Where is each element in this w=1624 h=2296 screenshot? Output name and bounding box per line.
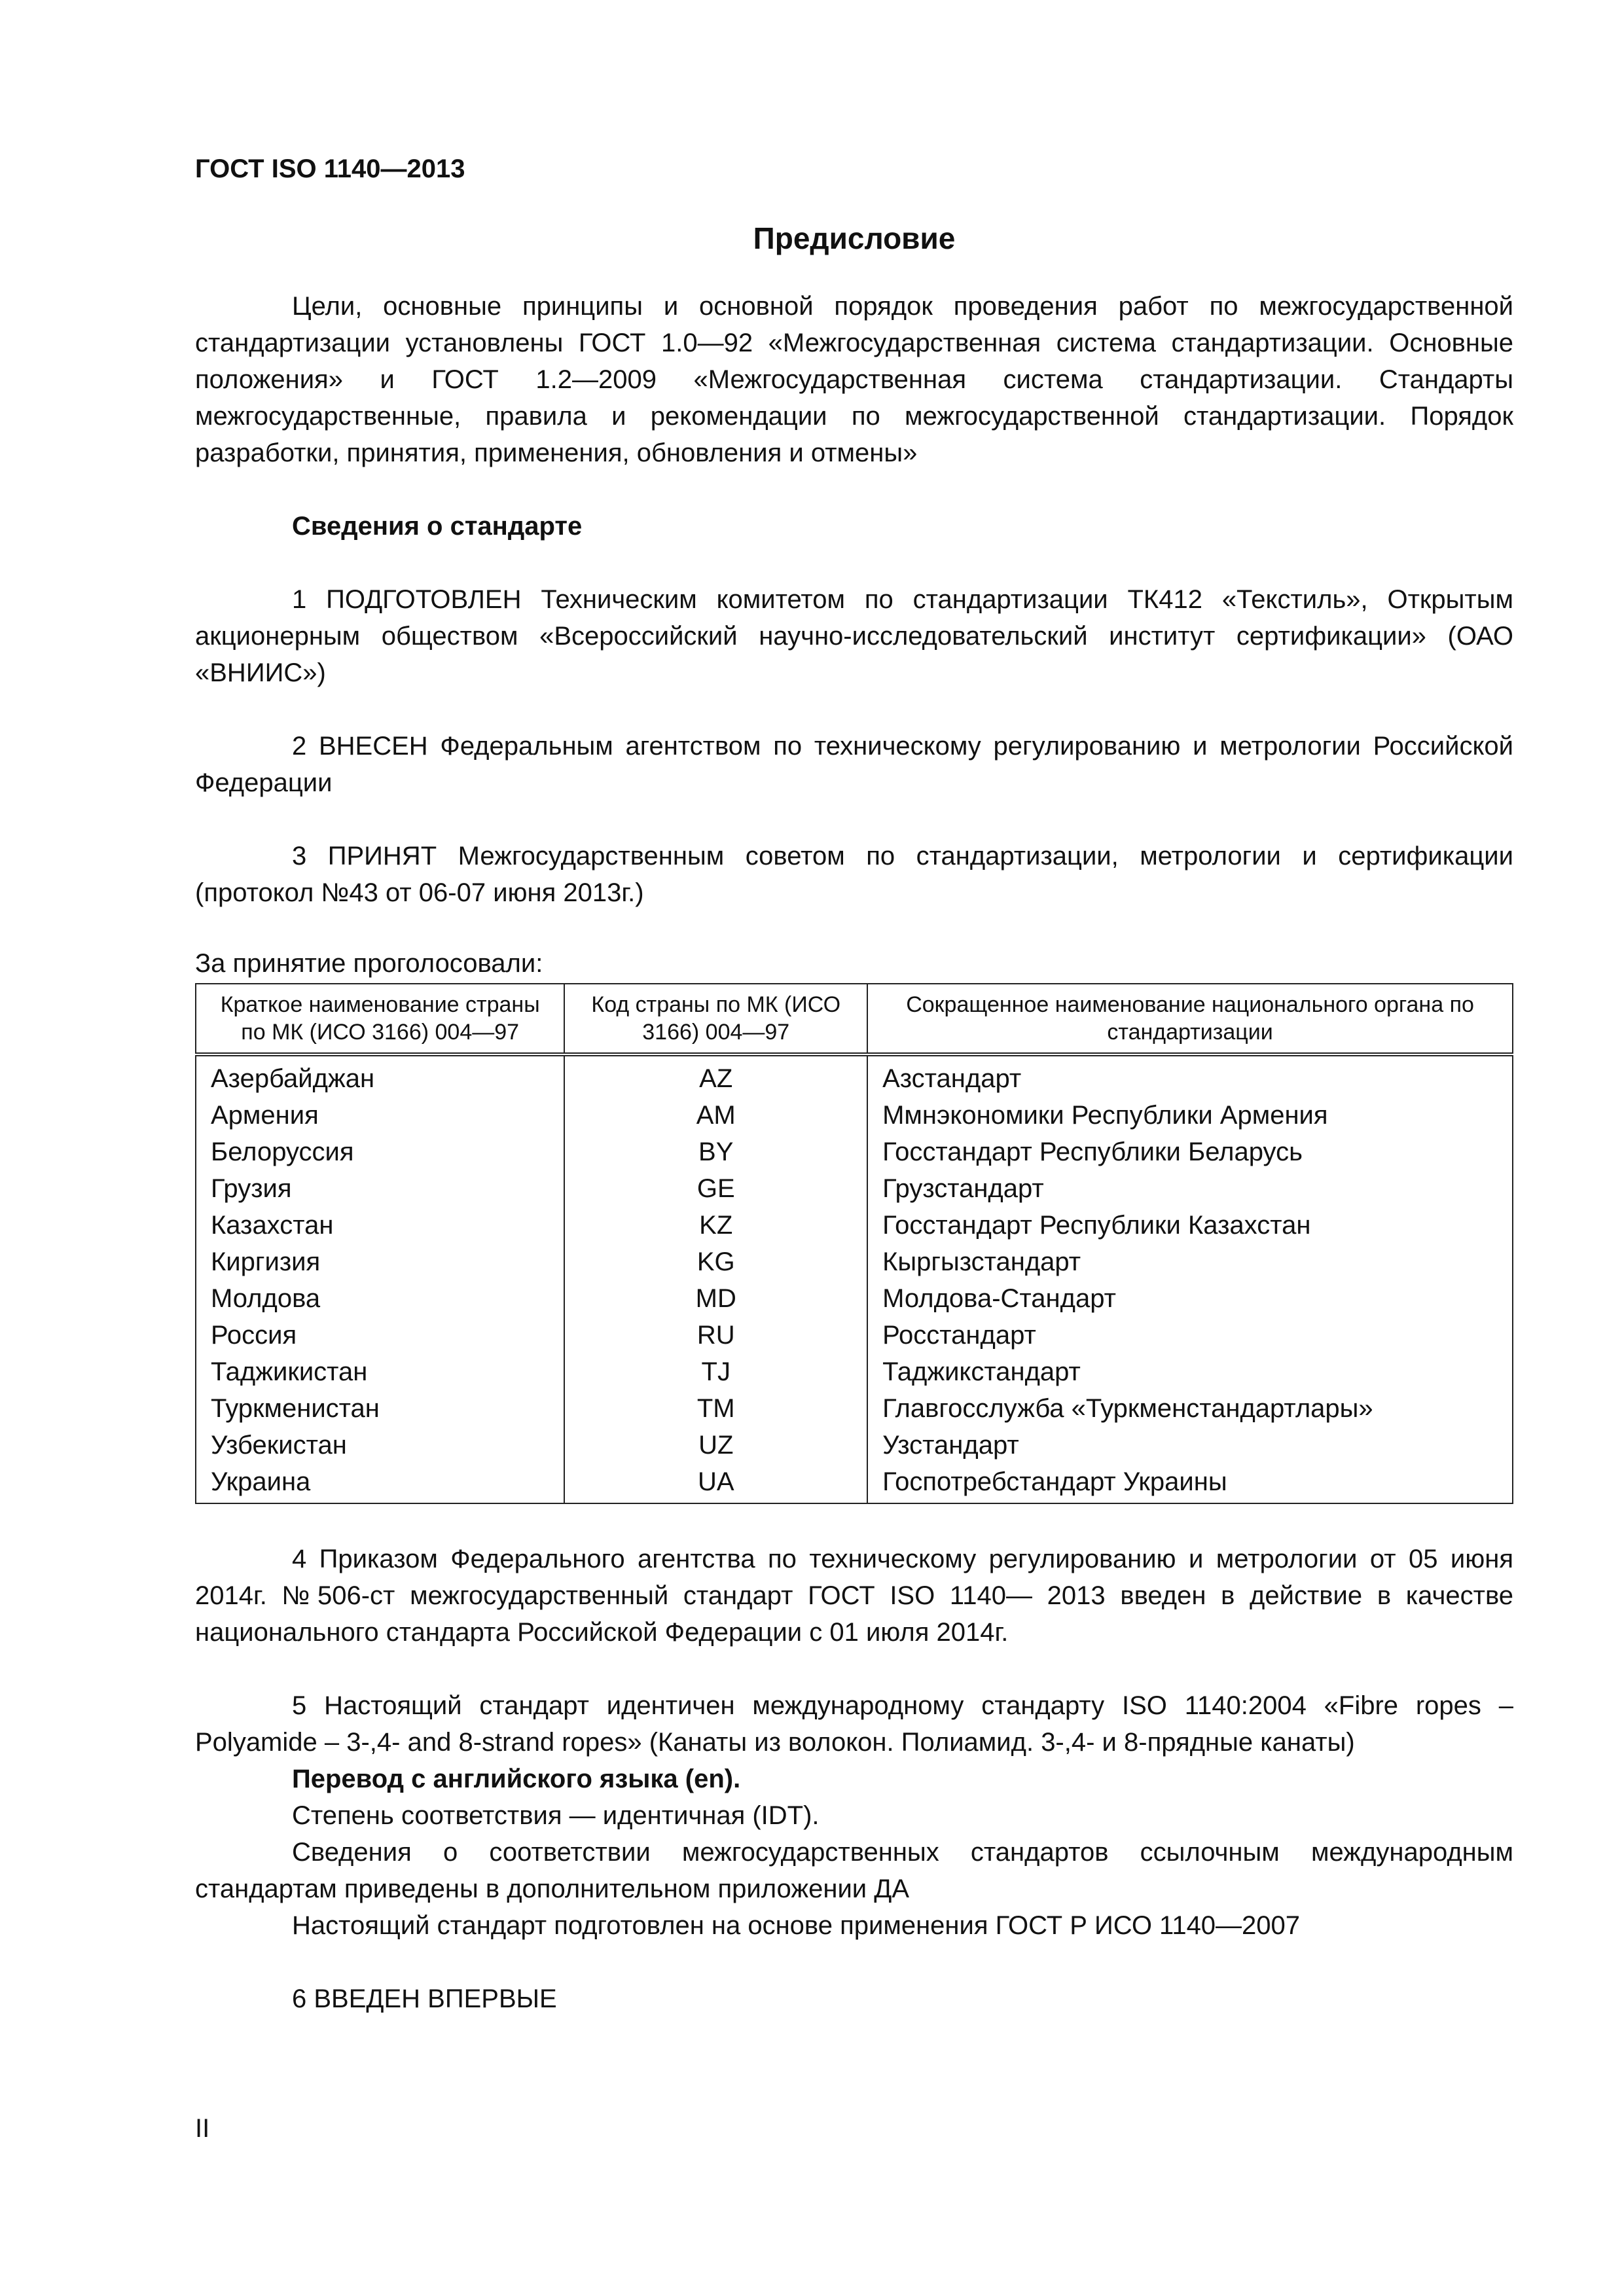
organization-cell: Молдова-Стандарт xyxy=(867,1280,1513,1317)
item-3: 3 ПРИНЯТ Межгосударственным советом по стандартизации, метрологии и сертификации (протокол №43 от 06-07 июня 2013г.) xyxy=(195,842,1513,907)
organization-cell: Грузстандарт xyxy=(867,1170,1513,1207)
organization-cell: Главгосслужба «Туркменстандартлары» xyxy=(867,1390,1513,1427)
code-cell: AM xyxy=(564,1097,867,1134)
page-title: Предисловие xyxy=(753,221,956,255)
country-cell: Украина xyxy=(196,1463,564,1503)
code-cell: AZ xyxy=(564,1054,867,1097)
organization-cell: Госстандарт Республики Беларусь xyxy=(867,1134,1513,1170)
table-row xyxy=(196,1054,1513,1097)
code-cell: KZ xyxy=(564,1207,867,1244)
code-cell: UZ xyxy=(564,1427,867,1463)
code-cell: MD xyxy=(564,1280,867,1317)
table-header-row xyxy=(196,984,1513,1054)
code-cell: BY xyxy=(564,1134,867,1170)
voting-table xyxy=(195,983,1513,1504)
intro-paragraph: Цели, основные принципы и основной порядок проведения работ по межгосударственной стандартизации установлены ГОСТ 1.0—92 «Межгосударственная система стандартизации. Основные положения» и ГОСТ 1.2—2009 «Межгосударственная система стандартизации. Стандарты межгосударственные, правила и рекомендации по межгосударственной стандартизации. Порядок разработки, принятия, применения, обновления и отмены» xyxy=(195,292,1513,467)
item-2: 2 ВНЕСЕН Федеральным агентством по техническому регулированию и метрологии Российской Федерации xyxy=(195,732,1513,797)
table-row xyxy=(196,1134,1513,1170)
code-cell: GE xyxy=(564,1170,867,1207)
organization-cell: Кыргызстандарт xyxy=(867,1244,1513,1280)
organization-cell: Госстандарт Республики Казахстан xyxy=(867,1207,1513,1244)
country-cell: Молдова xyxy=(196,1280,564,1317)
country-cell: Азербайджан xyxy=(196,1054,564,1097)
item-4: 4 Приказом Федерального агентства по техническому регулированию и метрологии от 05 июня 2014г. №506-ст межгосударственный стандарт ГОСТ ISO 1140— 2013 введен в действие в качестве национального стандарта Российской Федерации с 01 июля 2014г. xyxy=(195,1545,1513,1647)
references-note: Сведения о соответствии межгосударственных стандартов ссылочным международным стандартам приведены в дополнительном приложении ДА xyxy=(195,1838,1513,1903)
page-number: II xyxy=(195,2114,210,2143)
country-cell: Киргизия xyxy=(196,1244,564,1280)
code-cell: TJ xyxy=(564,1354,867,1390)
country-cell: Узбекистан xyxy=(196,1427,564,1463)
country-cell: Россия xyxy=(196,1317,564,1354)
country-cell: Армения xyxy=(196,1097,564,1134)
table-row xyxy=(196,1244,1513,1280)
translation-note: Перевод с английского языка (en). xyxy=(292,1765,741,1793)
table-row xyxy=(196,1170,1513,1207)
table-body xyxy=(196,1054,1513,1503)
code-cell: RU xyxy=(564,1317,867,1354)
item-5: 5 Настоящий стандарт идентичен международному стандарту ISO 1140:2004 «Fibre ropes – Polyamide – 3-,4- and 8-strand ropes» (Канаты из волокон. Полиамид. 3-,4- и 8-прядные канаты) xyxy=(195,1691,1513,1757)
organization-cell: Росстандарт xyxy=(867,1317,1513,1354)
code-cell: KG xyxy=(564,1244,867,1280)
header-code: Код страны по МК (ИСО 3166) 004—97 xyxy=(564,984,867,1054)
country-cell: Туркменистан xyxy=(196,1390,564,1427)
header-country: Краткое наименование страны по МК (ИСО 3166) 004—97 xyxy=(196,984,564,1054)
organization-cell: Азстандарт xyxy=(867,1054,1513,1097)
code-cell: TM xyxy=(564,1390,867,1427)
country-cell: Таджикистан xyxy=(196,1354,564,1390)
item-6: 6 ВВЕДЕН ВПЕРВЫЕ xyxy=(292,1984,557,2013)
table-row xyxy=(196,1317,1513,1354)
vote-label: За принятие проголосовали: xyxy=(195,949,543,978)
document-page xyxy=(195,151,1513,2017)
organization-cell: Ммнэкономики Республики Армения xyxy=(867,1097,1513,1134)
info-heading: Сведения о стандарте xyxy=(292,512,583,541)
conformity-note: Степень соответствия — идентичная (IDT). xyxy=(292,1801,820,1830)
code-cell: UA xyxy=(564,1463,867,1503)
document-code: ГОСТ ISO 1140—2013 xyxy=(195,154,465,183)
table-row xyxy=(196,1097,1513,1134)
organization-cell: Узстандарт xyxy=(867,1427,1513,1463)
table-row xyxy=(196,1390,1513,1427)
country-cell: Грузия xyxy=(196,1170,564,1207)
table-row xyxy=(196,1280,1513,1317)
organization-cell: Госпотребстандарт Украины xyxy=(867,1463,1513,1503)
country-cell: Казахстан xyxy=(196,1207,564,1244)
organization-cell: Таджикстандарт xyxy=(867,1354,1513,1390)
item-1: 1 ПОДГОТОВЛЕН Техническим комитетом по стандартизации ТК412 «Текстиль», Открытым акционерным обществом «Всероссийский научно-исследовательский институт сертификации» (ОАО «ВНИИС») xyxy=(195,585,1513,687)
header-organization: Сокращенное наименование национального органа по стандартизации xyxy=(867,984,1513,1054)
basis-note: Настоящий стандарт подготовлен на основе применения ГОСТ Р ИСО 1140—2007 xyxy=(292,1911,1301,1940)
country-cell: Белоруссия xyxy=(196,1134,564,1170)
table-row xyxy=(196,1427,1513,1463)
table-row xyxy=(196,1463,1513,1503)
table-row xyxy=(196,1207,1513,1244)
table-row xyxy=(196,1354,1513,1390)
